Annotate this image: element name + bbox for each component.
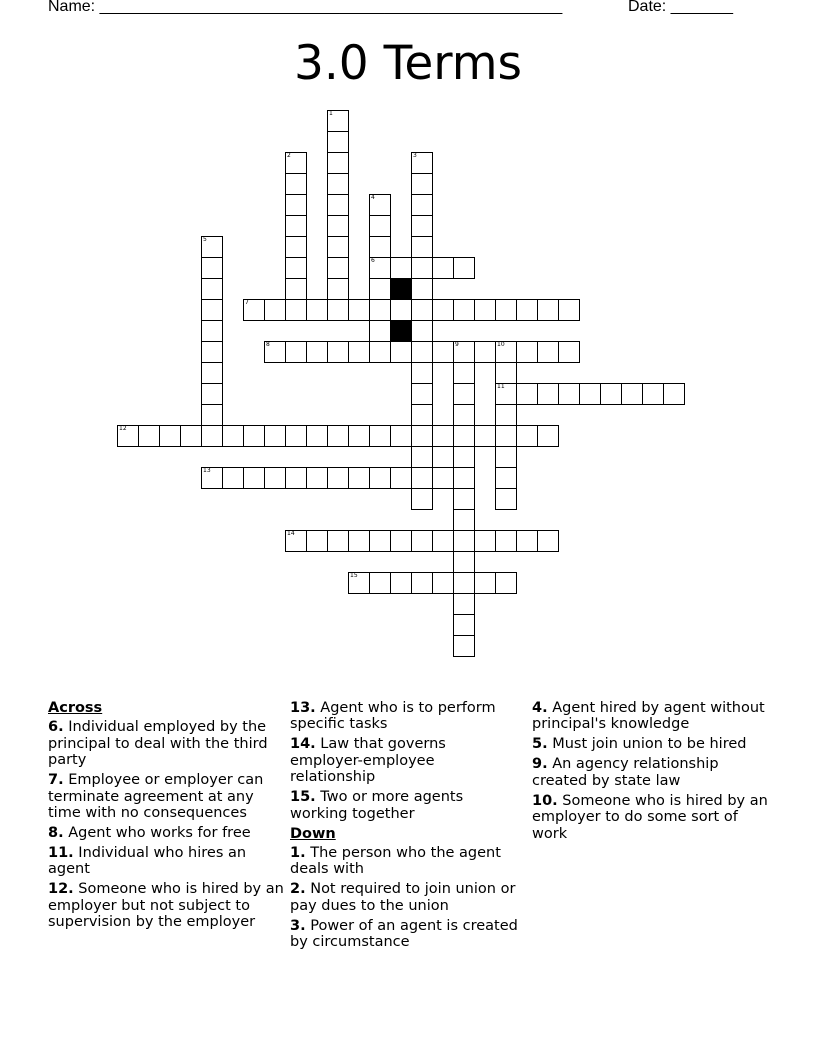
clue-number: 9. xyxy=(532,756,548,773)
cell-number: 13 xyxy=(203,467,211,474)
grid-cell[interactable] xyxy=(495,467,517,489)
grid-cell[interactable] xyxy=(348,572,370,594)
grid-cell[interactable] xyxy=(285,173,307,195)
grid-cell[interactable] xyxy=(327,194,349,216)
grid-cell[interactable] xyxy=(327,278,349,300)
grid-cell[interactable] xyxy=(537,341,559,363)
clue-text: Not required to join union or pay dues to the union xyxy=(290,881,516,914)
grid-cell[interactable] xyxy=(327,110,349,132)
clue-across-15 xyxy=(290,789,522,822)
clue-text: Law that governs employer-employee relationship xyxy=(290,736,446,786)
grid-cell[interactable] xyxy=(558,341,580,363)
grid-cell[interactable] xyxy=(285,257,307,279)
grid-cell[interactable] xyxy=(642,383,664,405)
clue-down-3 xyxy=(290,918,522,951)
grid-cell[interactable] xyxy=(369,215,391,237)
grid-cell[interactable] xyxy=(369,194,391,216)
grid-cell[interactable] xyxy=(432,257,454,279)
grid-cell[interactable] xyxy=(390,572,412,594)
clue-number: 13. xyxy=(290,700,316,716)
date-field[interactable]: Date: _______ xyxy=(628,0,733,15)
grid-cell[interactable] xyxy=(285,152,307,174)
clue-text: Individual who hires an agent xyxy=(48,845,247,878)
grid-cell[interactable] xyxy=(369,299,391,321)
clue-text: Agent hired by agent without principal's knowledge xyxy=(532,700,765,733)
grid-cell[interactable] xyxy=(474,530,496,552)
grid-cell[interactable] xyxy=(453,257,475,279)
clue-text: Someone who is hired by an employer to do some sort of work xyxy=(532,792,768,842)
grid-cell[interactable] xyxy=(285,236,307,258)
grid-cell[interactable] xyxy=(306,341,328,363)
grid-cell[interactable] xyxy=(411,320,433,342)
clue-number: 7. xyxy=(48,772,64,789)
grid-cell[interactable] xyxy=(600,383,622,405)
grid-cell[interactable] xyxy=(306,530,328,552)
grid-cell[interactable] xyxy=(327,299,349,321)
grid-cell[interactable] xyxy=(201,467,223,489)
grid-cell[interactable] xyxy=(411,257,433,279)
cell-number: 2 xyxy=(287,152,291,159)
grid-cell[interactable] xyxy=(516,383,538,405)
grid-cell[interactable] xyxy=(390,467,412,489)
grid-cell[interactable] xyxy=(285,299,307,321)
cell-number: 11 xyxy=(497,383,505,390)
grid-cell[interactable] xyxy=(495,425,517,447)
grid-cell[interactable] xyxy=(411,446,433,468)
grid-cell[interactable] xyxy=(432,299,454,321)
clue-text: Power of an agent is created by circumstance xyxy=(290,917,518,951)
grid-cell[interactable] xyxy=(516,425,538,447)
grid-cell[interactable] xyxy=(369,425,391,447)
grid-cell[interactable] xyxy=(348,425,370,447)
grid-cell[interactable] xyxy=(285,467,307,489)
grid-cell[interactable] xyxy=(474,425,496,447)
clue-across-6 xyxy=(48,719,284,768)
page-title: 3.0 Terms xyxy=(293,36,523,91)
grid-cell[interactable] xyxy=(516,341,538,363)
cell-number: 14 xyxy=(287,530,295,537)
grid-cell[interactable] xyxy=(537,530,559,552)
grid-cell[interactable] xyxy=(453,383,475,405)
grid-cell[interactable] xyxy=(327,152,349,174)
grid-cell[interactable] xyxy=(285,530,307,552)
grid-cell[interactable] xyxy=(411,572,433,594)
grid-cell[interactable] xyxy=(264,341,286,363)
grid-cell[interactable] xyxy=(348,299,370,321)
clues-column-3 xyxy=(532,700,768,846)
grid-cell[interactable] xyxy=(201,299,223,321)
grid-cell[interactable] xyxy=(411,383,433,405)
grid-cell[interactable] xyxy=(327,341,349,363)
name-field[interactable]: Name: ____________________________________________________ xyxy=(48,0,563,15)
grid-cell[interactable] xyxy=(201,383,223,405)
grid-cell[interactable] xyxy=(327,257,349,279)
grid-cell[interactable] xyxy=(369,572,391,594)
clue-down-10 xyxy=(532,793,768,842)
clue-number: 10. xyxy=(532,792,558,809)
clue-number: 14. xyxy=(290,736,316,753)
grid-cell[interactable] xyxy=(348,530,370,552)
clue-number: 2. xyxy=(290,881,306,898)
grid-cell[interactable] xyxy=(390,257,412,279)
grid-cell[interactable] xyxy=(306,425,328,447)
grid-cell[interactable] xyxy=(432,467,454,489)
clue-text: An agency relationship created by state law xyxy=(532,756,719,789)
grid-cell[interactable] xyxy=(495,530,517,552)
clue-number: 1. xyxy=(290,845,306,862)
clues-column-1 xyxy=(48,700,284,934)
grid-cell[interactable] xyxy=(495,383,517,405)
grid-cell[interactable] xyxy=(201,320,223,342)
clue-down-1 xyxy=(290,845,522,878)
grid-cell[interactable] xyxy=(453,467,475,489)
grid-cell[interactable] xyxy=(222,467,244,489)
cell-number: 5 xyxy=(203,236,207,243)
grid-cell[interactable] xyxy=(327,467,349,489)
grid-cell[interactable] xyxy=(201,362,223,384)
clue-number: 11. xyxy=(48,845,74,862)
grid-cell[interactable] xyxy=(411,425,433,447)
grid-cell[interactable] xyxy=(369,257,391,279)
black-cell xyxy=(390,320,412,342)
grid-cell[interactable] xyxy=(453,299,475,321)
grid-cell[interactable] xyxy=(201,341,223,363)
clue-number: 5. xyxy=(532,736,548,753)
clue-text: Agent who works for free xyxy=(68,825,251,842)
grid-cell[interactable] xyxy=(411,341,433,363)
across-heading: Across xyxy=(48,700,103,716)
grid-cell[interactable] xyxy=(411,299,433,321)
grid-cell[interactable] xyxy=(285,341,307,363)
clue-across-14 xyxy=(290,736,522,785)
cell-number: 12 xyxy=(119,425,127,432)
grid-cell[interactable] xyxy=(201,404,223,426)
grid-cell[interactable] xyxy=(327,236,349,258)
cell-number: 15 xyxy=(350,572,358,579)
grid-cell[interactable] xyxy=(222,425,244,447)
grid-cell[interactable] xyxy=(243,425,265,447)
grid-cell[interactable] xyxy=(495,488,517,510)
grid-cell[interactable] xyxy=(453,635,475,657)
grid-cell[interactable] xyxy=(411,362,433,384)
grid-cell[interactable] xyxy=(495,572,517,594)
cell-number: 4 xyxy=(371,194,375,201)
clue-down-9 xyxy=(532,756,768,789)
grid-cell[interactable] xyxy=(453,614,475,636)
clue-number: 8. xyxy=(48,825,64,842)
grid-cell[interactable] xyxy=(495,341,517,363)
grid-cell[interactable] xyxy=(495,446,517,468)
grid-cell[interactable] xyxy=(411,530,433,552)
grid-cell[interactable] xyxy=(411,467,433,489)
grid-cell[interactable] xyxy=(327,215,349,237)
grid-cell[interactable] xyxy=(327,131,349,153)
grid-cell[interactable] xyxy=(537,299,559,321)
grid-cell[interactable] xyxy=(453,572,475,594)
grid-cell[interactable] xyxy=(495,362,517,384)
grid-cell[interactable] xyxy=(369,236,391,258)
grid-cell[interactable] xyxy=(453,425,475,447)
grid-cell[interactable] xyxy=(348,341,370,363)
grid-cell[interactable] xyxy=(369,278,391,300)
grid-cell[interactable] xyxy=(264,425,286,447)
grid-cell[interactable] xyxy=(453,530,475,552)
grid-cell[interactable] xyxy=(117,425,139,447)
cell-number: 9 xyxy=(455,341,459,348)
grid-cell[interactable] xyxy=(369,320,391,342)
grid-cell[interactable] xyxy=(495,299,517,321)
clue-down-2 xyxy=(290,881,522,914)
grid-cell[interactable] xyxy=(516,530,538,552)
grid-cell[interactable] xyxy=(411,173,433,195)
grid-cell[interactable] xyxy=(558,383,580,405)
clue-across-7 xyxy=(48,772,284,821)
clue-text: Must join union to be hired xyxy=(552,736,747,753)
grid-cell[interactable] xyxy=(516,299,538,321)
grid-cell[interactable] xyxy=(201,425,223,447)
cell-number: 7 xyxy=(245,299,249,306)
grid-cell[interactable] xyxy=(369,341,391,363)
grid-cell[interactable] xyxy=(453,551,475,573)
grid-cell[interactable] xyxy=(264,467,286,489)
grid-cell[interactable] xyxy=(537,383,559,405)
clue-number: 12. xyxy=(48,881,74,898)
grid-cell[interactable] xyxy=(285,425,307,447)
grid-cell[interactable] xyxy=(432,572,454,594)
grid-cell[interactable] xyxy=(453,362,475,384)
grid-cell[interactable] xyxy=(411,488,433,510)
grid-cell[interactable] xyxy=(159,425,181,447)
clue-text: Someone who is hired by an employer but not subject to supervision by the employer xyxy=(48,881,284,931)
grid-cell[interactable] xyxy=(411,236,433,258)
grid-cell[interactable] xyxy=(432,425,454,447)
clue-text: Agent who is to perform specific tasks xyxy=(290,700,496,733)
grid-cell[interactable] xyxy=(369,467,391,489)
grid-cell[interactable] xyxy=(453,509,475,531)
grid-cell[interactable] xyxy=(453,446,475,468)
clue-down-4 xyxy=(532,700,768,733)
grid-cell[interactable] xyxy=(453,341,475,363)
down-heading: Down xyxy=(290,825,336,842)
grid-cell[interactable] xyxy=(327,425,349,447)
grid-cell[interactable] xyxy=(369,530,391,552)
clue-text: Individual employed by the principal to deal with the third party xyxy=(48,719,268,769)
cell-number: 6 xyxy=(371,257,375,264)
grid-cell[interactable] xyxy=(201,278,223,300)
grid-cell[interactable] xyxy=(306,299,328,321)
grid-cell[interactable] xyxy=(327,173,349,195)
grid-cell[interactable] xyxy=(474,341,496,363)
cell-number: 10 xyxy=(497,341,505,348)
cell-number: 1 xyxy=(329,110,333,117)
grid-cell[interactable] xyxy=(411,278,433,300)
grid-cell[interactable] xyxy=(474,299,496,321)
grid-cell[interactable] xyxy=(495,404,517,426)
grid-cell[interactable] xyxy=(243,467,265,489)
grid-cell[interactable] xyxy=(621,383,643,405)
grid-cell[interactable] xyxy=(390,299,412,321)
grid-cell[interactable] xyxy=(474,572,496,594)
grid-cell[interactable] xyxy=(306,467,328,489)
grid-cell[interactable] xyxy=(558,299,580,321)
clue-across-11 xyxy=(48,845,284,878)
cell-number: 3 xyxy=(413,152,417,159)
grid-cell[interactable] xyxy=(411,404,433,426)
clue-across-13 xyxy=(290,700,522,733)
grid-cell[interactable] xyxy=(243,299,265,321)
clue-number: 15. xyxy=(290,789,316,806)
grid-cell[interactable] xyxy=(390,530,412,552)
grid-cell[interactable] xyxy=(180,425,202,447)
grid-cell[interactable] xyxy=(285,278,307,300)
grid-cell[interactable] xyxy=(285,215,307,237)
grid-cell[interactable] xyxy=(390,425,412,447)
grid-cell[interactable] xyxy=(411,215,433,237)
clues-column-2 xyxy=(290,700,522,954)
clue-number: 3. xyxy=(290,917,306,934)
clue-text: Two or more agents working together xyxy=(290,789,464,822)
clue-down-5 xyxy=(532,736,768,752)
grid-cell[interactable] xyxy=(579,383,601,405)
grid-cell[interactable] xyxy=(201,236,223,258)
grid-cell[interactable] xyxy=(138,425,160,447)
grid-cell[interactable] xyxy=(453,404,475,426)
grid-cell[interactable] xyxy=(411,152,433,174)
grid-cell[interactable] xyxy=(348,467,370,489)
grid-cell[interactable] xyxy=(264,299,286,321)
clue-across-8 xyxy=(48,825,284,841)
clue-across-12 xyxy=(48,881,284,930)
grid-cell[interactable] xyxy=(327,530,349,552)
clue-number: 4. xyxy=(532,700,548,716)
black-cell xyxy=(390,278,412,300)
grid-cell[interactable] xyxy=(537,425,559,447)
grid-cell[interactable] xyxy=(390,341,412,363)
clue-text: Employee or employer can terminate agreement at any time with no consequences xyxy=(48,772,264,822)
clue-number: 6. xyxy=(48,719,64,736)
grid-cell[interactable] xyxy=(201,257,223,279)
grid-cell[interactable] xyxy=(432,530,454,552)
grid-cell[interactable] xyxy=(663,383,685,405)
grid-cell[interactable] xyxy=(411,194,433,216)
grid-cell[interactable] xyxy=(285,194,307,216)
grid-cell[interactable] xyxy=(453,593,475,615)
cell-number: 8 xyxy=(266,341,270,348)
grid-cell[interactable] xyxy=(432,341,454,363)
grid-cell[interactable] xyxy=(453,488,475,510)
clue-text: The person who the agent deals with xyxy=(290,845,501,878)
